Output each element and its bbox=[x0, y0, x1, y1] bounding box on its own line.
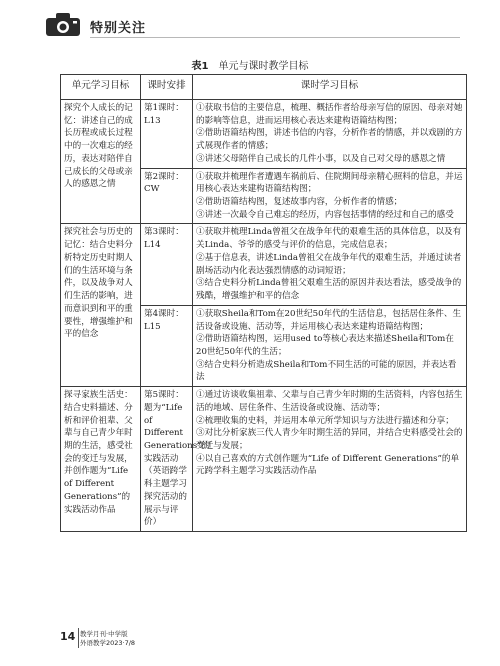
page-number: 14 bbox=[60, 630, 76, 643]
unit-goal-cell: 探寻家族生活史：结合史料描述、分析和评价祖辈、父辈与自己青少年时期的生活，感受社会的变迁与发展，并创作题为“Life of Different Generations”的实践活动作品 bbox=[61, 387, 141, 532]
lesson-goal-item: ②梳理收集的史料，并运用本单元所学知识与方法进行描述和分享； bbox=[196, 415, 454, 426]
lesson-goal-item: ①通过访谈收集祖辈、父辈与自己青少年时期的生活资料，内容包括生活的地域、居住条件、生活设备或设施、活动等； bbox=[196, 390, 463, 413]
lesson-goal-item: ①获取并梳理Linda曾祖父在战争年代的艰难生活的具体信息，以及有关Linda、爷爷的感受与评价的信息，完成信息表； bbox=[196, 227, 462, 251]
column-header-lesson-goal: 课时学习目标 bbox=[193, 75, 467, 100]
lesson-goals-cell bbox=[193, 305, 467, 386]
lesson-goal-item: ②基于信息表，讲述Linda曾祖父在战争年代的艰难生活，并通过读者剧场活动内化表达强烈情感的动词短语； bbox=[196, 252, 462, 276]
lesson-goal-item: ②借助语篇结构图，讲述书信的内容，分析作者的情感，并以戏剧的方式展现作者的情感； bbox=[196, 128, 463, 152]
column-header-unit-goal: 单元学习目标 bbox=[61, 75, 141, 100]
unit-goal-cell: 探究社会与历史的记忆：结合史料分析特定历史时期人们的生活环境与条件，以及战争对人们生活的影响，进而意识到和平的重要性，增强维护和平的信念 bbox=[61, 224, 141, 387]
lesson-goal-item: ②借助语篇结构图，复述故事内容，分析作者的情感； bbox=[196, 197, 403, 208]
lesson-cell: 第2课时：CW bbox=[141, 168, 193, 224]
table-row bbox=[61, 387, 467, 532]
unit-goal-cell: 探究个人成长的记忆：讲述自己的成长历程或成长过程中的一次难忘的经历，表达对陪伴自己成长的父母或亲人的感恩之情 bbox=[61, 100, 141, 224]
lesson-cell: 第4课时：L15 bbox=[141, 305, 193, 386]
lesson-goal-item: ①获取Sheila和Tom在20世纪50年代的生活信息，包括居住条件、生活设备或设施、活动等，并运用核心表达来建构语篇结构图； bbox=[196, 308, 462, 332]
lesson-goal-item: ①获取并梳理作者遭遇车祸前后、住院期间母亲精心照料的信息，并运用核心表达来建构语篇结构图； bbox=[196, 171, 463, 195]
table-header-row bbox=[61, 75, 467, 100]
column-header-schedule: 课时安排 bbox=[141, 75, 193, 100]
camera-icon bbox=[44, 10, 84, 38]
lesson-goal-item: ①获取书信的主要信息，梳理、概括作者给母亲写信的原因、母亲对她的影响等信息，进而运用核心表达来建构语篇结构图； bbox=[196, 103, 463, 126]
lesson-goals-cell bbox=[193, 168, 467, 224]
lesson-cell: 第3课时：L14 bbox=[141, 224, 193, 305]
lesson-cell: 第5课时：题为“Life of Different Generations”的实践活动（英语跨学科主题学习探究活动的展示与评价） bbox=[141, 387, 193, 532]
lesson-goal-item: ②借助语篇结构图，运用used to等核心表达来描述Sheila和Tom在20世纪50年代的生活； bbox=[196, 334, 454, 357]
table-number: 表1 bbox=[191, 61, 209, 72]
lesson-goals-cell bbox=[193, 224, 467, 305]
magazine-name: 教学月刊·中学版 bbox=[80, 630, 128, 638]
section-title: 特别关注 bbox=[90, 21, 147, 36]
lesson-goal-item: ③对比分析家族三代人青少年时期生活的异同，并结合史料感受社会的变迁与发展； bbox=[196, 428, 463, 451]
lesson-cell: 第1课时：L13 bbox=[141, 100, 193, 169]
lesson-goals-cell bbox=[193, 387, 467, 532]
table-caption bbox=[0, 57, 500, 72]
page-header bbox=[0, 0, 500, 42]
lesson-goal-item: ③讲述一次最令自己难忘的经历，内容包括事情的经过和自己的感受 bbox=[196, 209, 454, 220]
lesson-goal-item: ③结合史料分析造成Sheila和Tom不同生活的可能的原因，并表达看法 bbox=[196, 359, 457, 383]
teaching-goals-table bbox=[60, 74, 467, 532]
footer-divider bbox=[78, 628, 79, 648]
lesson-goals-cell bbox=[193, 100, 467, 169]
magazine-issue: 外语教学2023·7/8 bbox=[80, 638, 136, 647]
header-divider bbox=[90, 37, 460, 38]
lesson-goal-item: ③讲述父母陪伴自己成长的几件小事，以及自己对父母的感恩之情 bbox=[196, 153, 446, 164]
table-title: 单元与课时教学目标 bbox=[218, 61, 309, 72]
table-row bbox=[61, 100, 467, 169]
lesson-goal-item: ④以自己喜欢的方式创作题为“Life of Different Generations”的单元跨学科主题学习实践活动作品 bbox=[196, 453, 460, 477]
table-row bbox=[61, 224, 467, 305]
magazine-info bbox=[80, 630, 135, 648]
lesson-goal-item: ③结合史料分析Linda曾祖父艰难生活的原因并表达看法，感受战争的残酷，增强维护和平的信念 bbox=[196, 278, 462, 302]
